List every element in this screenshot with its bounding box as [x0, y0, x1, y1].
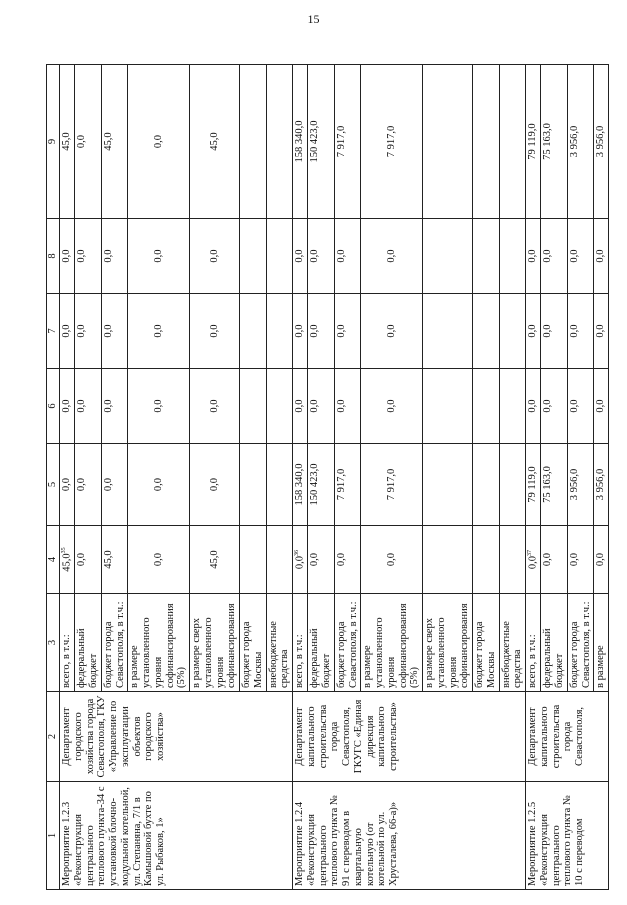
source-label: в размере сверх установленного уровня софинансирования	[190, 594, 240, 692]
value-cell: 0,0	[567, 526, 594, 594]
value-cell	[266, 369, 293, 444]
value-cell: 0,0	[128, 444, 190, 526]
value-cell	[423, 526, 473, 594]
value-cell	[499, 526, 526, 594]
source-label: всего, в т.ч.:	[293, 594, 308, 692]
value-cell: 0,0	[101, 444, 128, 526]
value-cell: 45,0	[101, 65, 128, 219]
source-label: федеральный бюджет	[75, 594, 102, 692]
value-cell: 0,0	[128, 526, 190, 594]
value-cell: 0,0	[541, 526, 568, 594]
value-cell: 0,0	[190, 369, 240, 444]
header-cell: 3	[47, 594, 60, 692]
value-cell: 0,0	[334, 219, 361, 294]
source-label: в размере	[594, 594, 609, 692]
source-label: бюджет города Москвы	[240, 594, 267, 692]
value-cell: 3 956,0	[567, 65, 594, 219]
value-cell: 0,0	[308, 369, 335, 444]
value-cell	[266, 294, 293, 369]
value-cell: 0,0	[60, 294, 75, 369]
value-cell: 0,0	[594, 219, 609, 294]
executor-name: Департамент капитального строительства города Севастополя, ГКУГС «Единая дирекция капитального строительства»	[293, 692, 526, 782]
value-cell	[473, 444, 500, 526]
value-cell	[423, 294, 473, 369]
value-cell: 7 917,0	[361, 444, 423, 526]
value-cell: 0,0	[128, 219, 190, 294]
value-cell: 79 119,0	[526, 444, 541, 526]
value-cell: 0,0	[60, 444, 75, 526]
value-cell: 0,0	[334, 526, 361, 594]
source-label: в размере сверх установленного уровня софинансирования	[423, 594, 473, 692]
value-cell: $0,0^{36}$	[293, 526, 308, 594]
value-cell	[473, 65, 500, 219]
value-cell: 0,0	[75, 294, 102, 369]
executor-name: Департамент капитального строительства города Севастополя,	[526, 692, 609, 782]
value-cell	[240, 219, 267, 294]
source-label: бюджет города Москвы	[473, 594, 500, 692]
table-row	[60, 65, 75, 890]
value-cell: 0,0	[293, 369, 308, 444]
value-cell: 158 340,0	[293, 444, 308, 526]
value-cell	[423, 369, 473, 444]
header-cell: 9	[47, 65, 60, 219]
value-cell: 75 163,0	[541, 65, 568, 219]
source-label: всего, в т.ч.:	[60, 594, 75, 692]
source-label: бюджет города Севастополя, в т.ч.:	[567, 594, 594, 692]
value-cell: 0,0	[75, 369, 102, 444]
value-cell: 45,0$^{35}$	[60, 526, 75, 594]
value-cell: 0,0	[526, 294, 541, 369]
value-cell	[240, 444, 267, 526]
header-cell: 5	[47, 444, 60, 526]
value-cell: 0,0	[190, 444, 240, 526]
value-cell: 150 423,0	[308, 444, 335, 526]
value-cell: 0,0	[308, 294, 335, 369]
value-cell: 0,0	[334, 294, 361, 369]
value-cell: 0,0	[293, 294, 308, 369]
value-cell: 7 917,0	[361, 65, 423, 219]
value-cell: 158 340,0	[293, 65, 308, 219]
value-cell: 3 956,0	[594, 444, 609, 526]
value-cell	[266, 444, 293, 526]
value-cell: 0,0	[526, 369, 541, 444]
event-name: Мероприятие 1.2.5 «Реконструкция центрального теплового пункта № 10 с переводом	[526, 782, 609, 890]
value-cell: 0,0	[567, 219, 594, 294]
value-cell: 75 163,0	[541, 444, 568, 526]
value-cell	[473, 369, 500, 444]
value-cell	[240, 65, 267, 219]
source-label: всего, в т.ч.:	[526, 594, 541, 692]
event-name: Мероприятие 1.2.4 «Реконструкция центрального теплового пункта № 91 с переводом в квартальную котельную (от котельной по ул. Хрусталева, 66-а)»	[293, 782, 526, 890]
page-number: 15	[307, 12, 320, 26]
source-label: в размере установленного уровня софинансирования (5%)	[128, 594, 190, 692]
rotated-table-container	[46, 65, 607, 890]
value-cell: 0,0	[101, 219, 128, 294]
value-cell	[499, 444, 526, 526]
value-cell: 3 956,0	[567, 444, 594, 526]
value-cell	[240, 369, 267, 444]
value-cell: 0,0	[75, 65, 102, 219]
value-cell	[423, 65, 473, 219]
source-label: бюджет города Севастополя, в т.ч.:	[334, 594, 361, 692]
value-cell: 45,0	[190, 526, 240, 594]
value-cell	[240, 294, 267, 369]
value-cell: 0,0	[75, 526, 102, 594]
value-cell	[266, 65, 293, 219]
source-label: внебюджетные средства	[499, 594, 526, 692]
value-cell: 0,0	[526, 219, 541, 294]
source-label: в размере установленного уровня софинансирования (5%)	[361, 594, 423, 692]
value-cell: 0,0	[308, 219, 335, 294]
value-cell: 0,0	[308, 526, 335, 594]
value-cell: 0,0	[361, 294, 423, 369]
value-cell: 0,0	[60, 369, 75, 444]
value-cell: 0,0	[60, 219, 75, 294]
event-name: Мероприятие 1.2.3 «Реконструкция центрального теплового пункта-34 с установкой блочно-модульной котельной, ул. Степаняна, 7/1 в Камышовой бухте по ул. Рыбаков, 1»	[60, 782, 293, 890]
value-cell: 0,0	[128, 294, 190, 369]
value-cell: 79 119,0	[526, 65, 541, 219]
value-cell: 0,0	[541, 294, 568, 369]
source-label: внебюджетные средства	[266, 594, 293, 692]
header-cell: 7	[47, 294, 60, 369]
source-label: федеральный бюджет	[308, 594, 335, 692]
value-cell	[266, 526, 293, 594]
header-cell: 6	[47, 369, 60, 444]
value-cell: 45,0	[190, 65, 240, 219]
value-cell: 0,0	[541, 219, 568, 294]
value-cell: 7 917,0	[334, 65, 361, 219]
value-cell: 3 956,0	[594, 65, 609, 219]
value-cell: 0,0	[190, 219, 240, 294]
value-cell: 0,0	[75, 219, 102, 294]
header-cell: 4	[47, 526, 60, 594]
value-cell	[240, 526, 267, 594]
value-cell: 150 423,0	[308, 65, 335, 219]
value-cell: 0,0	[361, 219, 423, 294]
value-cell: 0,0	[101, 369, 128, 444]
value-cell: 45,0	[60, 65, 75, 219]
source-label: бюджет города Севастополя, в т.ч.:	[101, 594, 128, 692]
value-cell: 0,0	[594, 369, 609, 444]
value-cell	[473, 219, 500, 294]
source-label: федеральный бюджет	[541, 594, 568, 692]
value-cell: 0,0	[293, 219, 308, 294]
value-cell: 0,0	[190, 294, 240, 369]
value-cell	[499, 65, 526, 219]
table-row	[526, 65, 541, 890]
value-cell: 45,0	[101, 526, 128, 594]
value-cell: 7 917,0	[334, 444, 361, 526]
header-row	[47, 65, 60, 890]
value-cell	[473, 526, 500, 594]
value-cell: 0,0	[361, 526, 423, 594]
value-cell: 0,0	[361, 369, 423, 444]
header-cell: 1	[47, 782, 60, 890]
table-row	[293, 65, 308, 890]
value-cell: 0,0	[541, 369, 568, 444]
value-cell: 0,0	[128, 65, 190, 219]
header-cell: 8	[47, 219, 60, 294]
value-cell: 0,0	[75, 444, 102, 526]
header-cell: 2	[47, 692, 60, 782]
value-cell: 0,0	[567, 369, 594, 444]
value-cell	[499, 369, 526, 444]
value-cell	[423, 219, 473, 294]
value-cell: 0,0	[594, 526, 609, 594]
value-cell	[266, 219, 293, 294]
value-cell: 0,0	[567, 294, 594, 369]
value-cell: 0,0	[101, 294, 128, 369]
executor-name: Департамент городского хозяйства города Севастополя, ГКУ «Управление по эксплуатации объектов городского хозяйства»	[60, 692, 293, 782]
value-cell: 0,0	[128, 369, 190, 444]
budget-table	[46, 64, 609, 890]
value-cell	[499, 219, 526, 294]
value-cell: $0,0^{37}$	[526, 526, 541, 594]
value-cell: 0,0	[594, 294, 609, 369]
value-cell	[473, 294, 500, 369]
value-cell: 0,0	[334, 369, 361, 444]
value-cell	[499, 294, 526, 369]
value-cell	[423, 444, 473, 526]
